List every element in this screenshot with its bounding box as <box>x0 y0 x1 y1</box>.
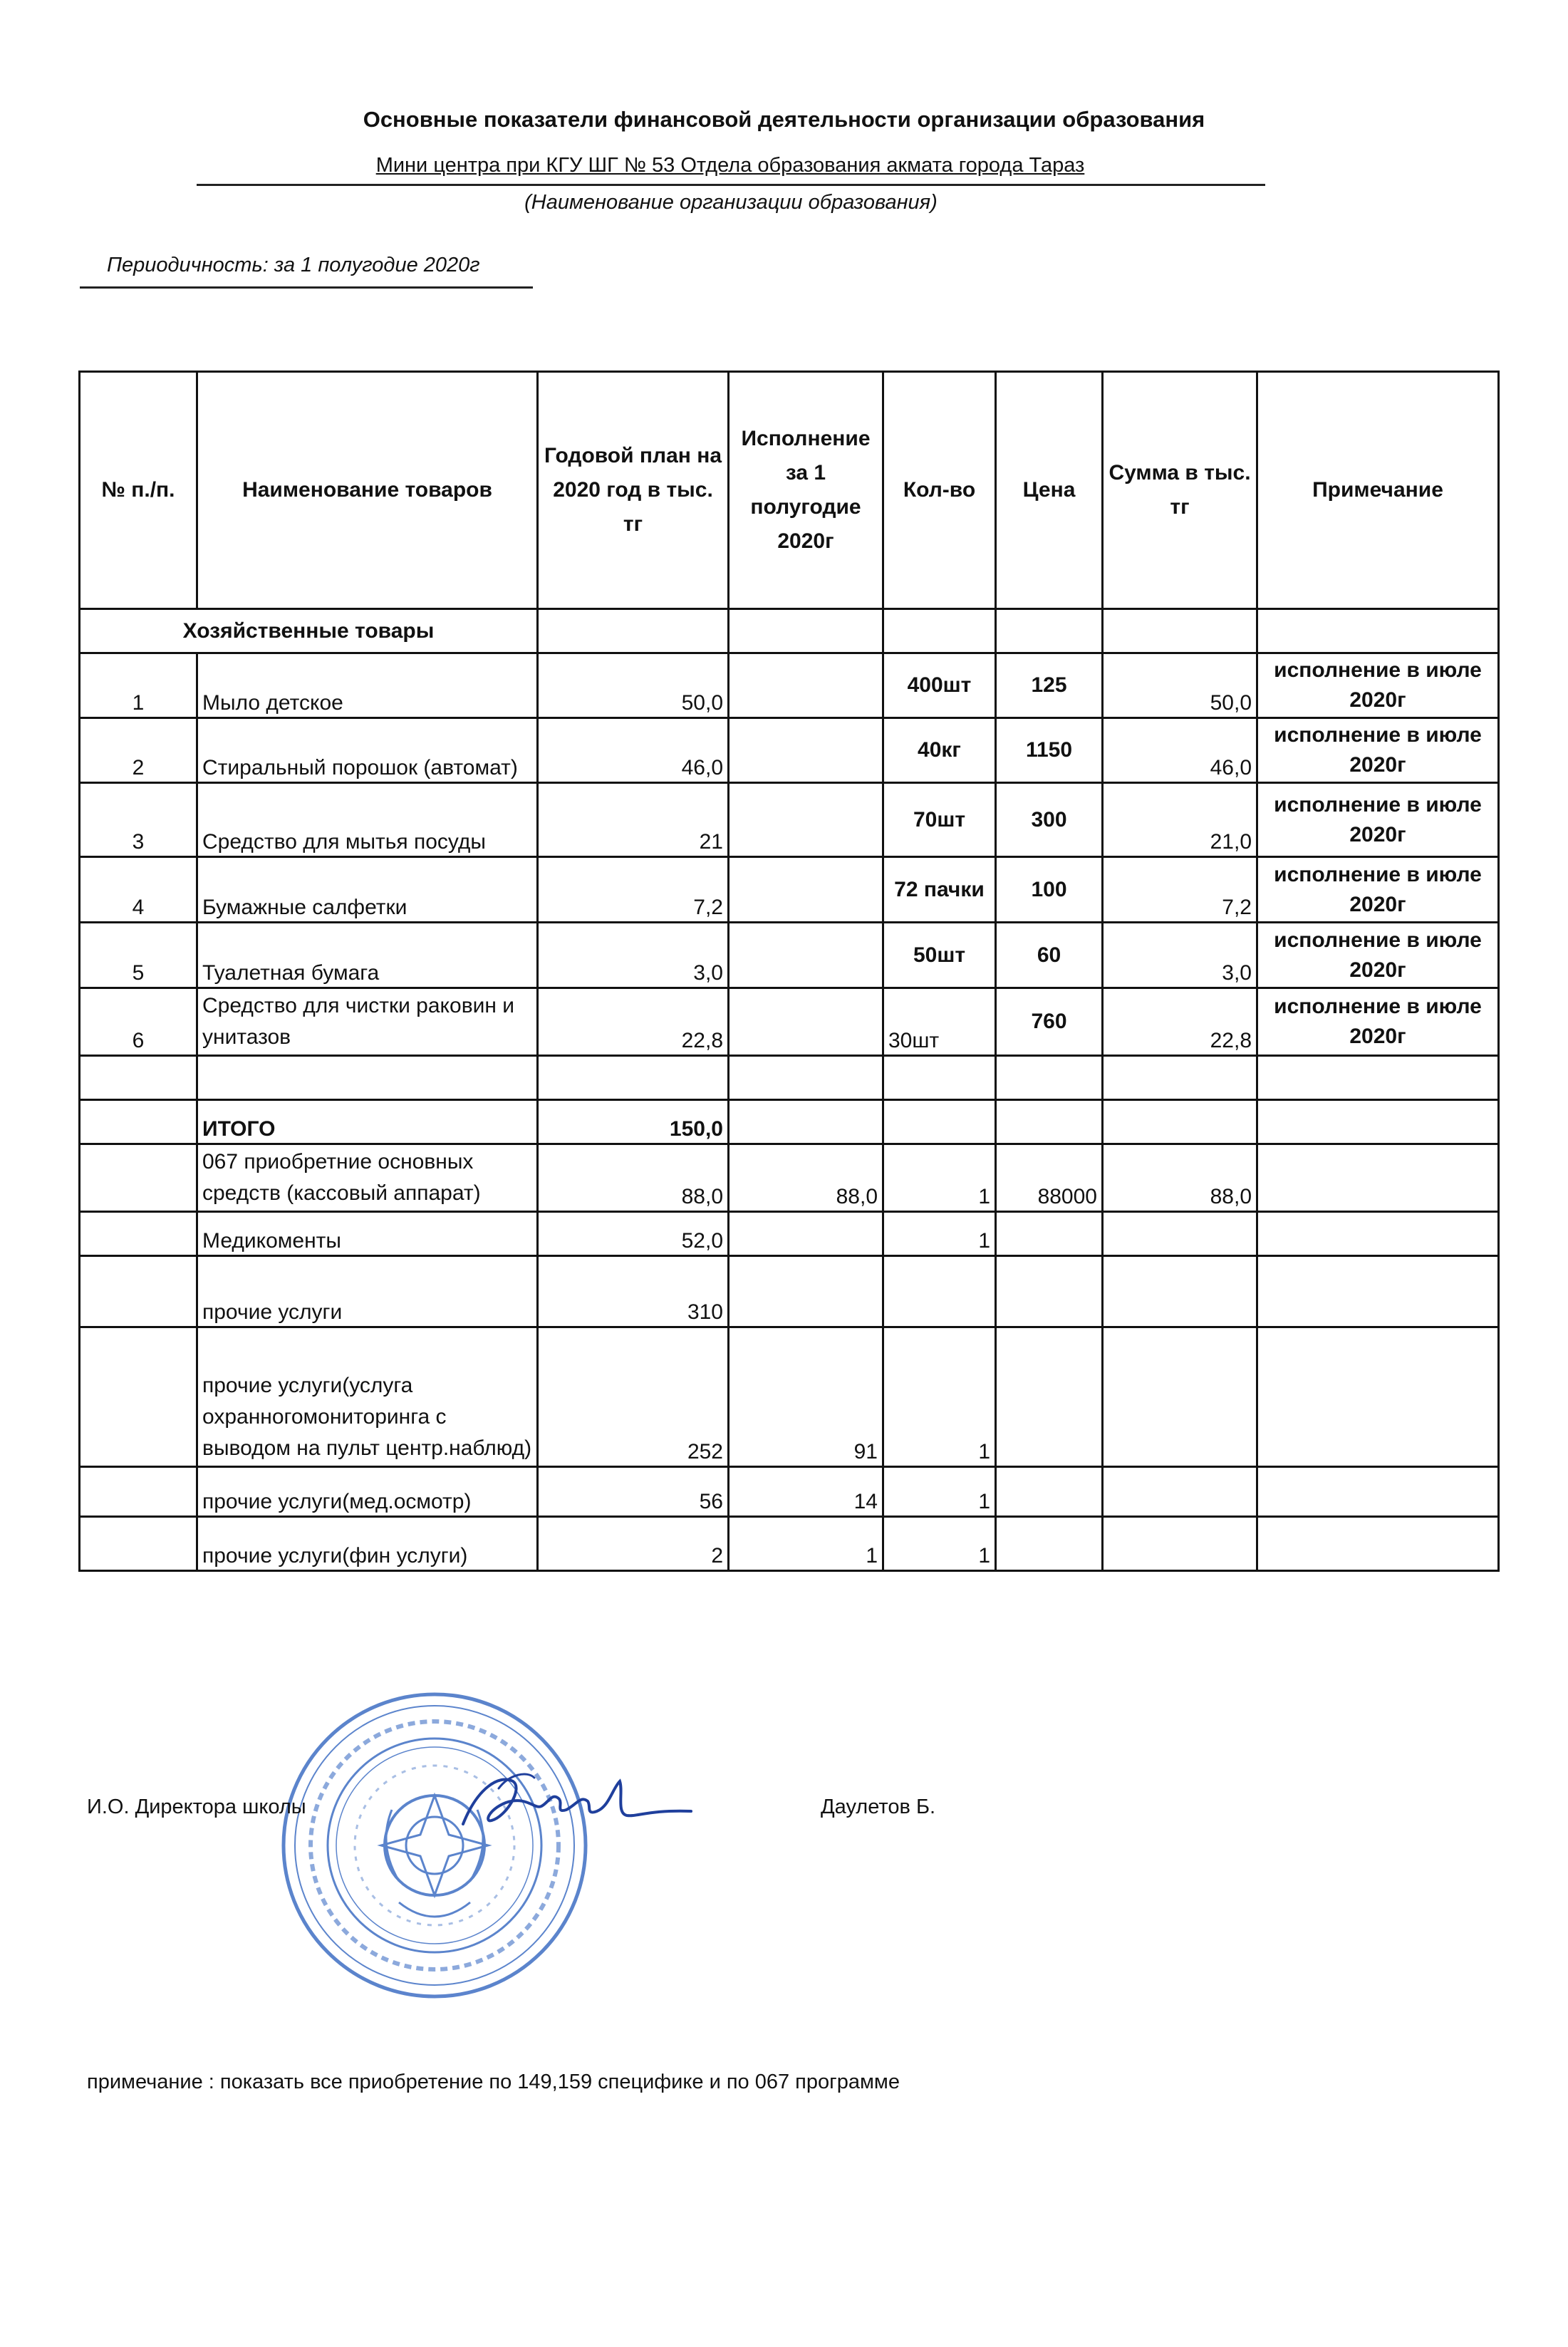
document-title: Основные показатели финансовой деятельности организации образования <box>363 107 1205 132</box>
row-price <box>996 1517 1103 1571</box>
row-qty <box>883 1256 996 1327</box>
table-row <box>80 653 1499 718</box>
item-sum: 46,0 <box>1103 718 1257 783</box>
row-qty: 1 <box>883 1212 996 1256</box>
row-name: прочие услуги <box>197 1256 538 1327</box>
table-row <box>80 988 1499 1056</box>
item-sum: 22,8 <box>1103 988 1257 1056</box>
item-num: 1 <box>80 653 197 718</box>
item-plan: 46,0 <box>538 718 729 783</box>
organization-caption: (Наименование организации образования) <box>524 191 938 214</box>
row-plan: 88,0 <box>538 1144 729 1212</box>
periodicity: Периодичность: за 1 полугодие 2020г <box>107 254 480 276</box>
table-row <box>80 1327 1499 1467</box>
section-title: Хозяйственные товары <box>80 609 538 653</box>
table-header-row <box>80 372 1499 609</box>
row-plan: 310 <box>538 1256 729 1327</box>
row-name: прочие услуги(услуга охранногомониторинга с выводом на пульт центр.наблюд) <box>197 1327 538 1467</box>
item-sum: 3,0 <box>1103 923 1257 988</box>
table-row <box>80 1256 1499 1327</box>
row-sum <box>1103 1327 1257 1467</box>
row-qty: 1 <box>883 1327 996 1467</box>
item-num: 6 <box>80 988 197 1056</box>
item-plan: 50,0 <box>538 653 729 718</box>
row-exec: 88,0 <box>729 1144 883 1212</box>
item-note: исполнение в июле 2020г <box>1257 857 1499 923</box>
item-price: 300 <box>996 783 1103 857</box>
item-sum: 50,0 <box>1103 653 1257 718</box>
row-plan: 252 <box>538 1327 729 1467</box>
table-row <box>80 1212 1499 1256</box>
item-name: Туалетная бумага <box>197 923 538 988</box>
header-name: Наименование товаров <box>197 372 538 609</box>
item-name: Бумажные салфетки <box>197 857 538 923</box>
row-sum <box>1103 1256 1257 1327</box>
item-name: Средство для мытья посуды <box>197 783 538 857</box>
header-plan: Годовой план на 2020 год в тыс. тг <box>538 372 729 609</box>
item-plan: 21 <box>538 783 729 857</box>
item-num: 4 <box>80 857 197 923</box>
item-note: исполнение в июле 2020г <box>1257 923 1499 988</box>
item-num: 2 <box>80 718 197 783</box>
row-plan: 2 <box>538 1517 729 1571</box>
item-note: исполнение в июле 2020г <box>1257 988 1499 1056</box>
signature-label: И.О. Директора школы <box>87 1796 306 1818</box>
table-row <box>80 718 1499 783</box>
row-name: прочие услуги(мед.осмотр) <box>197 1467 538 1517</box>
header-sum: Сумма в тыс. тг <box>1103 372 1257 609</box>
item-exec <box>729 923 883 988</box>
item-qty: 70шт <box>883 783 996 857</box>
item-num: 5 <box>80 923 197 988</box>
item-exec <box>729 783 883 857</box>
row-plan: 52,0 <box>538 1212 729 1256</box>
row-qty: 1 <box>883 1144 996 1212</box>
row-exec: 1 <box>729 1517 883 1571</box>
item-price: 125 <box>996 653 1103 718</box>
periodicity-underline <box>80 286 533 289</box>
row-exec: 14 <box>729 1467 883 1517</box>
header-exec: Исполнение за 1 полугодие 2020г <box>729 372 883 609</box>
item-qty: 40кг <box>883 718 996 783</box>
item-exec <box>729 857 883 923</box>
item-price: 100 <box>996 857 1103 923</box>
item-plan: 7,2 <box>538 857 729 923</box>
row-price <box>996 1467 1103 1517</box>
item-qty: 30шт <box>883 988 996 1056</box>
row-exec: 91 <box>729 1327 883 1467</box>
header-num: № п./п. <box>80 372 197 609</box>
row-name: Медикоменты <box>197 1212 538 1256</box>
item-name: Стиральный порошок (автомат) <box>197 718 538 783</box>
item-qty: 50шт <box>883 923 996 988</box>
item-note: исполнение в июле 2020г <box>1257 718 1499 783</box>
organization-underline <box>197 184 1265 186</box>
item-plan: 22,8 <box>538 988 729 1056</box>
row-sum: 88,0 <box>1103 1144 1257 1212</box>
item-num: 3 <box>80 783 197 857</box>
table-row <box>80 1144 1499 1212</box>
item-sum: 21,0 <box>1103 783 1257 857</box>
table-row <box>80 1517 1499 1571</box>
item-qty: 400шт <box>883 653 996 718</box>
table-row <box>80 923 1499 988</box>
row-sum <box>1103 1467 1257 1517</box>
total-label: ИТОГО <box>197 1100 538 1144</box>
row-price <box>996 1212 1103 1256</box>
row-plan: 56 <box>538 1467 729 1517</box>
director-name: Даулетов Б. <box>821 1796 936 1818</box>
item-price: 1150 <box>996 718 1103 783</box>
row-price <box>996 1327 1103 1467</box>
table-row <box>80 1467 1499 1517</box>
table-row <box>80 783 1499 857</box>
section-row <box>80 609 1499 653</box>
item-exec <box>729 718 883 783</box>
item-name: Мыло детское <box>197 653 538 718</box>
row-name: 067 приобретние основных средств (кассовый аппарат) <box>197 1144 538 1212</box>
item-price: 60 <box>996 923 1103 988</box>
signature-icon <box>456 1760 698 1845</box>
row-exec <box>729 1256 883 1327</box>
item-price: 760 <box>996 988 1103 1056</box>
row-qty: 1 <box>883 1517 996 1571</box>
official-stamp-icon <box>278 1689 591 2002</box>
header-note: Примечание <box>1257 372 1499 609</box>
row-name: прочие услуги(фин услуги) <box>197 1517 538 1571</box>
row-sum <box>1103 1212 1257 1256</box>
organization-name: Мини центра при КГУ ШГ № 53 Отдела образования акмата города Тараз <box>375 154 1085 177</box>
row-price <box>996 1256 1103 1327</box>
item-note: исполнение в июле 2020г <box>1257 653 1499 718</box>
item-sum: 7,2 <box>1103 857 1257 923</box>
total-plan: 150,0 <box>538 1100 729 1144</box>
header-qty: Кол-во <box>883 372 996 609</box>
item-name: Средство для чистки раковин и унитазов <box>197 988 538 1056</box>
empty-row <box>80 1056 1499 1100</box>
item-exec <box>729 653 883 718</box>
footnote: примечание : показать все приобретение по 149,159 специфике и по 067 программе <box>87 2071 900 2093</box>
item-exec <box>729 988 883 1056</box>
total-row <box>80 1100 1499 1144</box>
financial-table <box>78 371 1500 1572</box>
header-price: Цена <box>996 372 1103 609</box>
item-qty: 72 пачки <box>883 857 996 923</box>
item-plan: 3,0 <box>538 923 729 988</box>
table-row <box>80 857 1499 923</box>
item-note: исполнение в июле 2020г <box>1257 783 1499 857</box>
row-sum <box>1103 1517 1257 1571</box>
row-qty: 1 <box>883 1467 996 1517</box>
row-exec <box>729 1212 883 1256</box>
row-price: 88000 <box>996 1144 1103 1212</box>
